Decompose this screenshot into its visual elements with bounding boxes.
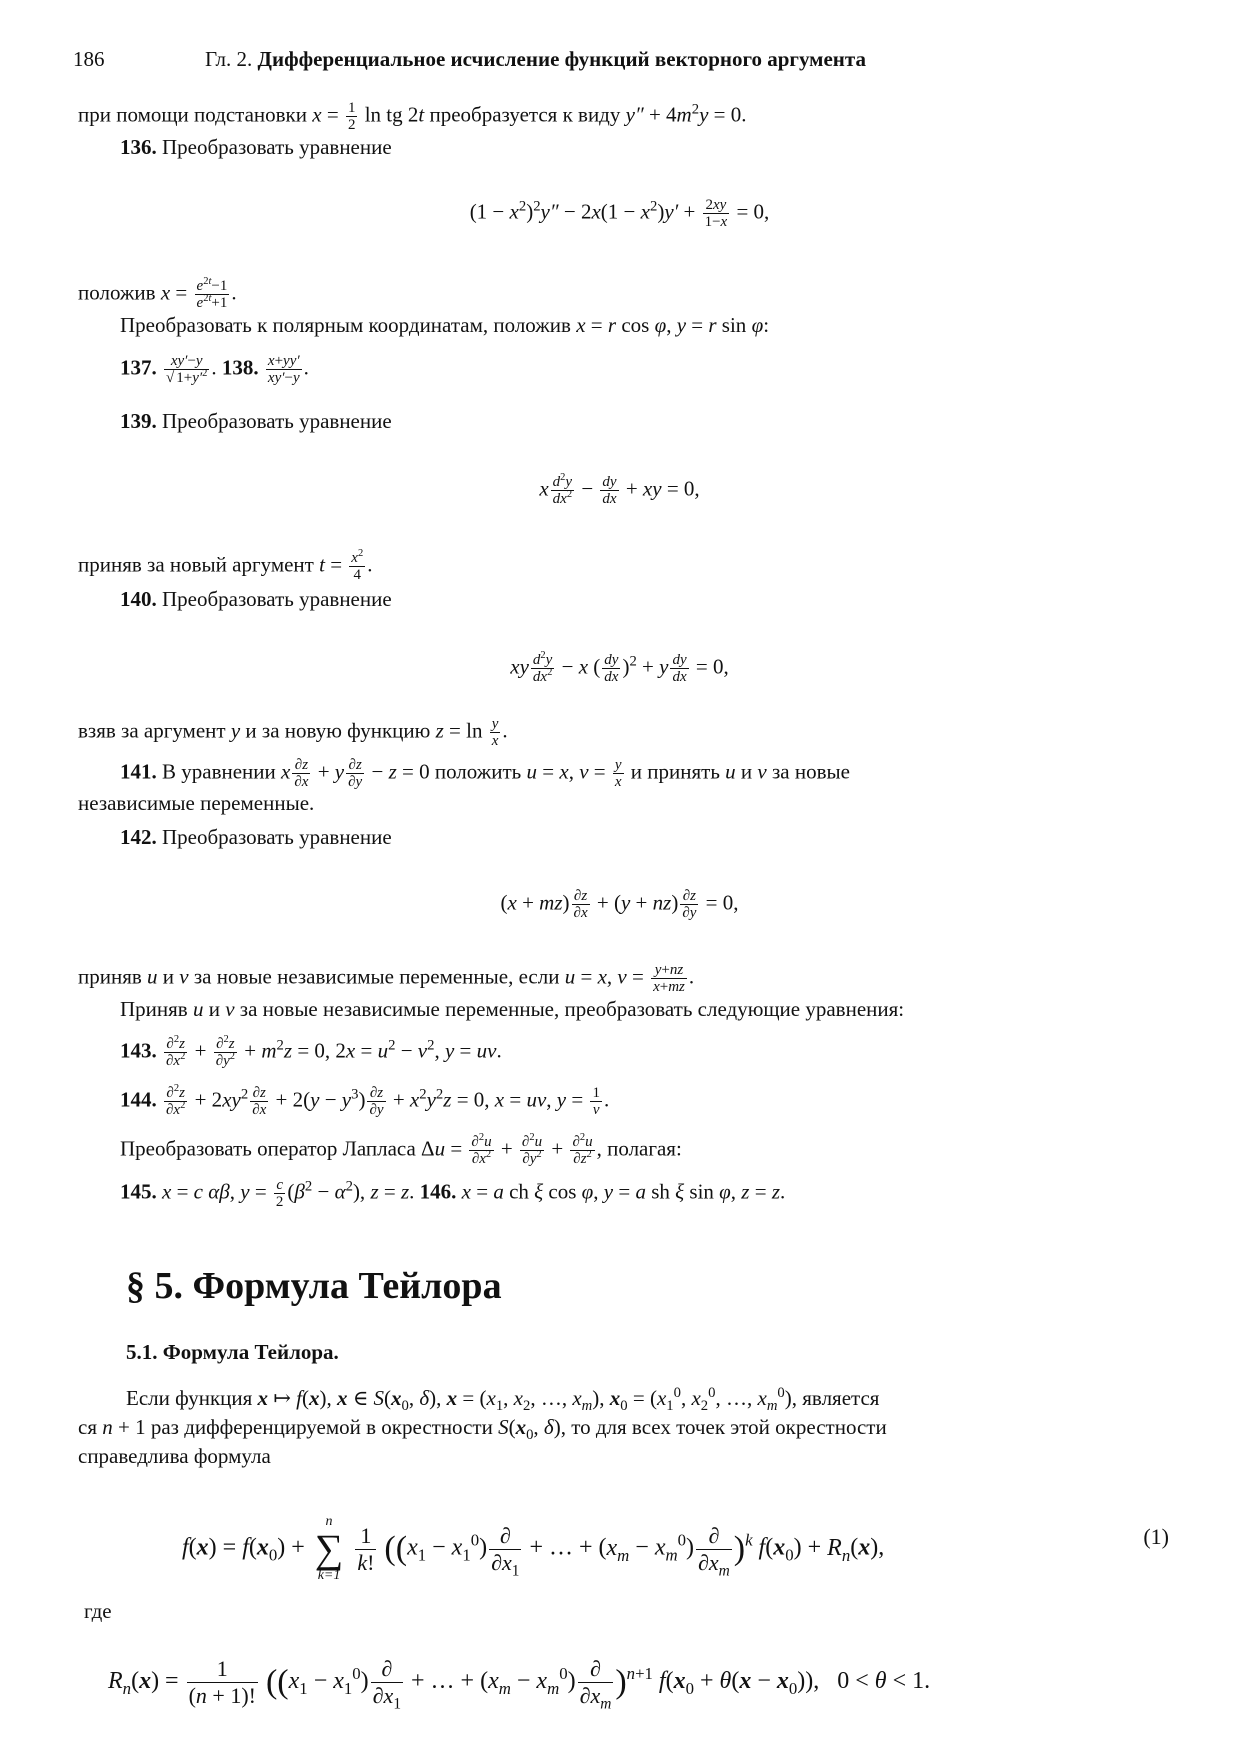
equation-number-text: (1) bbox=[1143, 1524, 1169, 1549]
subsection-title: 5.1. Формула Тейлора. bbox=[126, 1340, 339, 1364]
new-func-text: и за новую функцию bbox=[245, 718, 431, 743]
section-title: Формула Тейлора bbox=[192, 1265, 502, 1307]
transform-following-text: за новые независимые переменные, преобразовать следующие уравнения: bbox=[239, 997, 905, 1021]
setting-text: положив bbox=[78, 280, 156, 305]
taylor-text-c1: ся bbox=[78, 1415, 97, 1439]
section-heading bbox=[126, 1264, 502, 1308]
problem-140-label: 140. bbox=[120, 587, 157, 611]
remainder-formula: $R_n(x)$ = $\frac{1}{(n + 1)!}$ ($(x_1 - x_1^0)$ $\frac{\partial}{\partial x_1}$ + … + $(x_m - x_m^0)$ $\frac{\partial}{\partial x_m}$ )$^{n+1}$ $f(x_0 + \theta(x - x_0))$, 0 < θ < 1. bbox=[108, 1656, 931, 1713]
problems-145-146: 145. x = c αβ, y = $\frac{c}{2}$ $(\beta^2 - \alpha^2)$, z = z. 146. x = a ch ξ cos φ, y = a sh ξ sin φ, z = z. bbox=[120, 1177, 786, 1210]
problem-136 bbox=[120, 134, 392, 160]
and-text-3: и bbox=[208, 997, 220, 1021]
taylor-para-1: Если функция x ↦ f(x), x ∈ $S(x_0$, δ), $x = (x_1$, $x_2$, …, $x_m$), $x_0 = (x_1^0$, $x_2^0$, …, $x_m^0$), является bbox=[126, 1385, 880, 1415]
and-text: и bbox=[740, 759, 753, 784]
new-arg-text: приняв за новый аргумент bbox=[78, 552, 314, 577]
taylor-para-3 bbox=[78, 1443, 271, 1469]
taylor-text-c2: раз дифференцируемой в окрестности bbox=[150, 1415, 493, 1439]
intro-line: при помощи подстановки x = $\frac{1}{2}$ ln tg 2t преобразуется к виду $y'' + 4m^2y = 0$. bbox=[78, 100, 747, 133]
problem-145-label: 145. bbox=[120, 1179, 157, 1204]
laplace-intro-text: Преобразовать оператор Лапласа bbox=[120, 1136, 416, 1161]
problem-140-text: Преобразовать уравнение bbox=[162, 587, 392, 611]
subsection-heading bbox=[126, 1339, 339, 1365]
put-text: положить bbox=[434, 759, 522, 784]
page-number: 186 bbox=[73, 47, 105, 71]
chapter-title: Дифференциальное исчисление функций векторного аргумента bbox=[257, 47, 866, 71]
substitution-136: положив x = $\frac{e^{2t}-1}{e^{2t}+1}$ . bbox=[78, 276, 237, 311]
where-text: где bbox=[84, 1599, 112, 1623]
argument-140: взяв за аргумент y и за новую функцию z = ln $\frac{y}{x}$ . bbox=[78, 716, 508, 749]
equation-142: (x + mz) $\frac{\partial z}{\partial x}$ + (y + nz) $\frac{\partial z}{\partial y}$ = 0, bbox=[500, 888, 739, 921]
taylor-text-d: справедлива формула bbox=[78, 1444, 271, 1468]
taylor-text-b: , является bbox=[791, 1386, 880, 1410]
problem-144-label: 144. bbox=[120, 1087, 157, 1112]
taylor-formula: $f(x) = f(x_0)$ + n ∑ k=1 $\frac{1}{k!}$ ($(x_1 - x_1^0)$ $\frac{\partial}{\partial x_1}$ + … + $(x_m - x_m^0)$ $\frac{\partial}{\partial x_m}$ )$^k$ $f(x_0) + R_n(x)$, bbox=[182, 1514, 885, 1583]
page-header bbox=[73, 46, 105, 72]
problems-137-138: 137. $\frac{xy'-y}{√ 1+y'^2}$ . 138. $\frac{x+yy'}{xy'-y}$ . bbox=[120, 353, 309, 386]
intro-text-b: преобразуется к виду bbox=[429, 102, 621, 127]
problem-139-text: Преобразовать уравнение bbox=[162, 409, 392, 433]
section-number: § 5. bbox=[126, 1265, 183, 1307]
problem-140 bbox=[120, 586, 392, 612]
taylor-text-a: Если функция bbox=[126, 1386, 253, 1410]
problem-143-label: 143. bbox=[120, 1038, 157, 1063]
problem-138-label: 138. bbox=[221, 355, 259, 380]
vars-142: приняв u и v за новые независимые переменные, если u = x, v = $\frac{y+nz}{x+mz}$ . bbox=[78, 962, 695, 995]
equation-140: xy $\frac{d^2y}{dx^2}$ − x ( $\frac{dy}{dx}$ )$^2$ + y $\frac{dy}{dx}$ = 0, bbox=[510, 650, 729, 685]
taking-uv-cap-text: Приняв bbox=[120, 997, 188, 1021]
where-label bbox=[84, 1598, 112, 1624]
instructions-143-144: Приняв u и v за новые независимые переменные, преобразовать следующие уравнения: bbox=[120, 997, 905, 1021]
problem-139 bbox=[120, 408, 392, 434]
polar-intro-text: Преобразовать к полярным координатам, положив bbox=[120, 313, 571, 337]
problem-141: 141. В уравнении x $\frac{\partial z}{\partial x}$ + y $\frac{\partial z}{\partial y}$ − z = 0 положить u = x, v = $\frac{y}{x}$ и принять u и v за новые bbox=[120, 757, 850, 790]
as-new-indep-text: за новые независимые переменные, если bbox=[193, 964, 560, 989]
problem-141-label: 141. bbox=[120, 759, 157, 784]
problem-146-label: 146. bbox=[419, 1179, 457, 1204]
equation-139: x $\frac{d^2y}{dx^2}$ − $\frac{dy}{dx}$ + xy = 0, bbox=[539, 472, 700, 507]
problem-144: 144. $\frac{\partial^2z}{\partial x^2}$ + $2xy^2$ $\frac{\partial z}{\partial x}$ + $2(y - y^3)$ $\frac{\partial z}{\partial y}$ + $x^2y^2z = 0$, x = uv, y = $\frac{1}{v}$ . bbox=[120, 1083, 610, 1118]
in-equation-text: В уравнении bbox=[162, 759, 276, 784]
laplace-intro: Преобразовать оператор Лапласа Δu = $\frac{\partial^2u}{\partial x^2}$ + $\frac{\partial^2u}{\partial y^2}$ + $\frac{\partial^2u}{\partial z^2}$ , полагая: bbox=[120, 1132, 682, 1167]
taking-uv-text: приняв bbox=[78, 964, 142, 989]
equation-136: $(1 - x^2)^2y'' - 2x(1 - x^2)y'$ + $\frac{2xy}{1-x}$ = 0, bbox=[469, 197, 770, 230]
chapter-header bbox=[205, 46, 866, 72]
taking-arg-text: взяв за аргумент bbox=[78, 718, 226, 743]
and-take-text: и принять bbox=[630, 759, 720, 784]
assuming-text: , полагая: bbox=[596, 1136, 682, 1161]
taylor-para-2: ся n + 1 раз дифференцируемой в окрестности $S(x_0$, δ), то для всех точек этой окрестности bbox=[78, 1415, 887, 1444]
polar-intro: Преобразовать к полярным координатам, положив x = r cos φ, y = r sin φ: bbox=[120, 313, 770, 337]
equation-number bbox=[1143, 1524, 1169, 1550]
and-text-2: и bbox=[162, 964, 175, 989]
problem-142 bbox=[120, 824, 392, 850]
as-new-text: за новые bbox=[771, 759, 850, 784]
problem-136-label: 136. bbox=[120, 135, 157, 159]
problem-139-label: 139. bbox=[120, 409, 157, 433]
independent-vars-text: независимые переменные. bbox=[78, 791, 315, 815]
intro-text-a: при помощи подстановки bbox=[78, 102, 308, 127]
problem-136-text: Преобразовать уравнение bbox=[162, 135, 392, 159]
chapter-prefix: Гл. 2. bbox=[205, 47, 253, 71]
new-argument-139: приняв за новый аргумент t = $\frac{x^2}{4}$ . bbox=[78, 548, 373, 583]
problem-142-label: 142. bbox=[120, 825, 157, 849]
taylor-text-c3: , то для всех точек этой окрестности bbox=[560, 1415, 887, 1439]
problem-141-cont bbox=[78, 790, 314, 816]
problem-142-text: Преобразовать уравнение bbox=[162, 825, 392, 849]
problem-137-label: 137. bbox=[120, 355, 157, 380]
problem-143: 143. $\frac{\partial^2z}{\partial x^2}$ + $\frac{\partial^2z}{\partial y^2}$ + $m^2z = 0$, $2x = u^2 - v^2$, y = uv. bbox=[120, 1034, 502, 1069]
